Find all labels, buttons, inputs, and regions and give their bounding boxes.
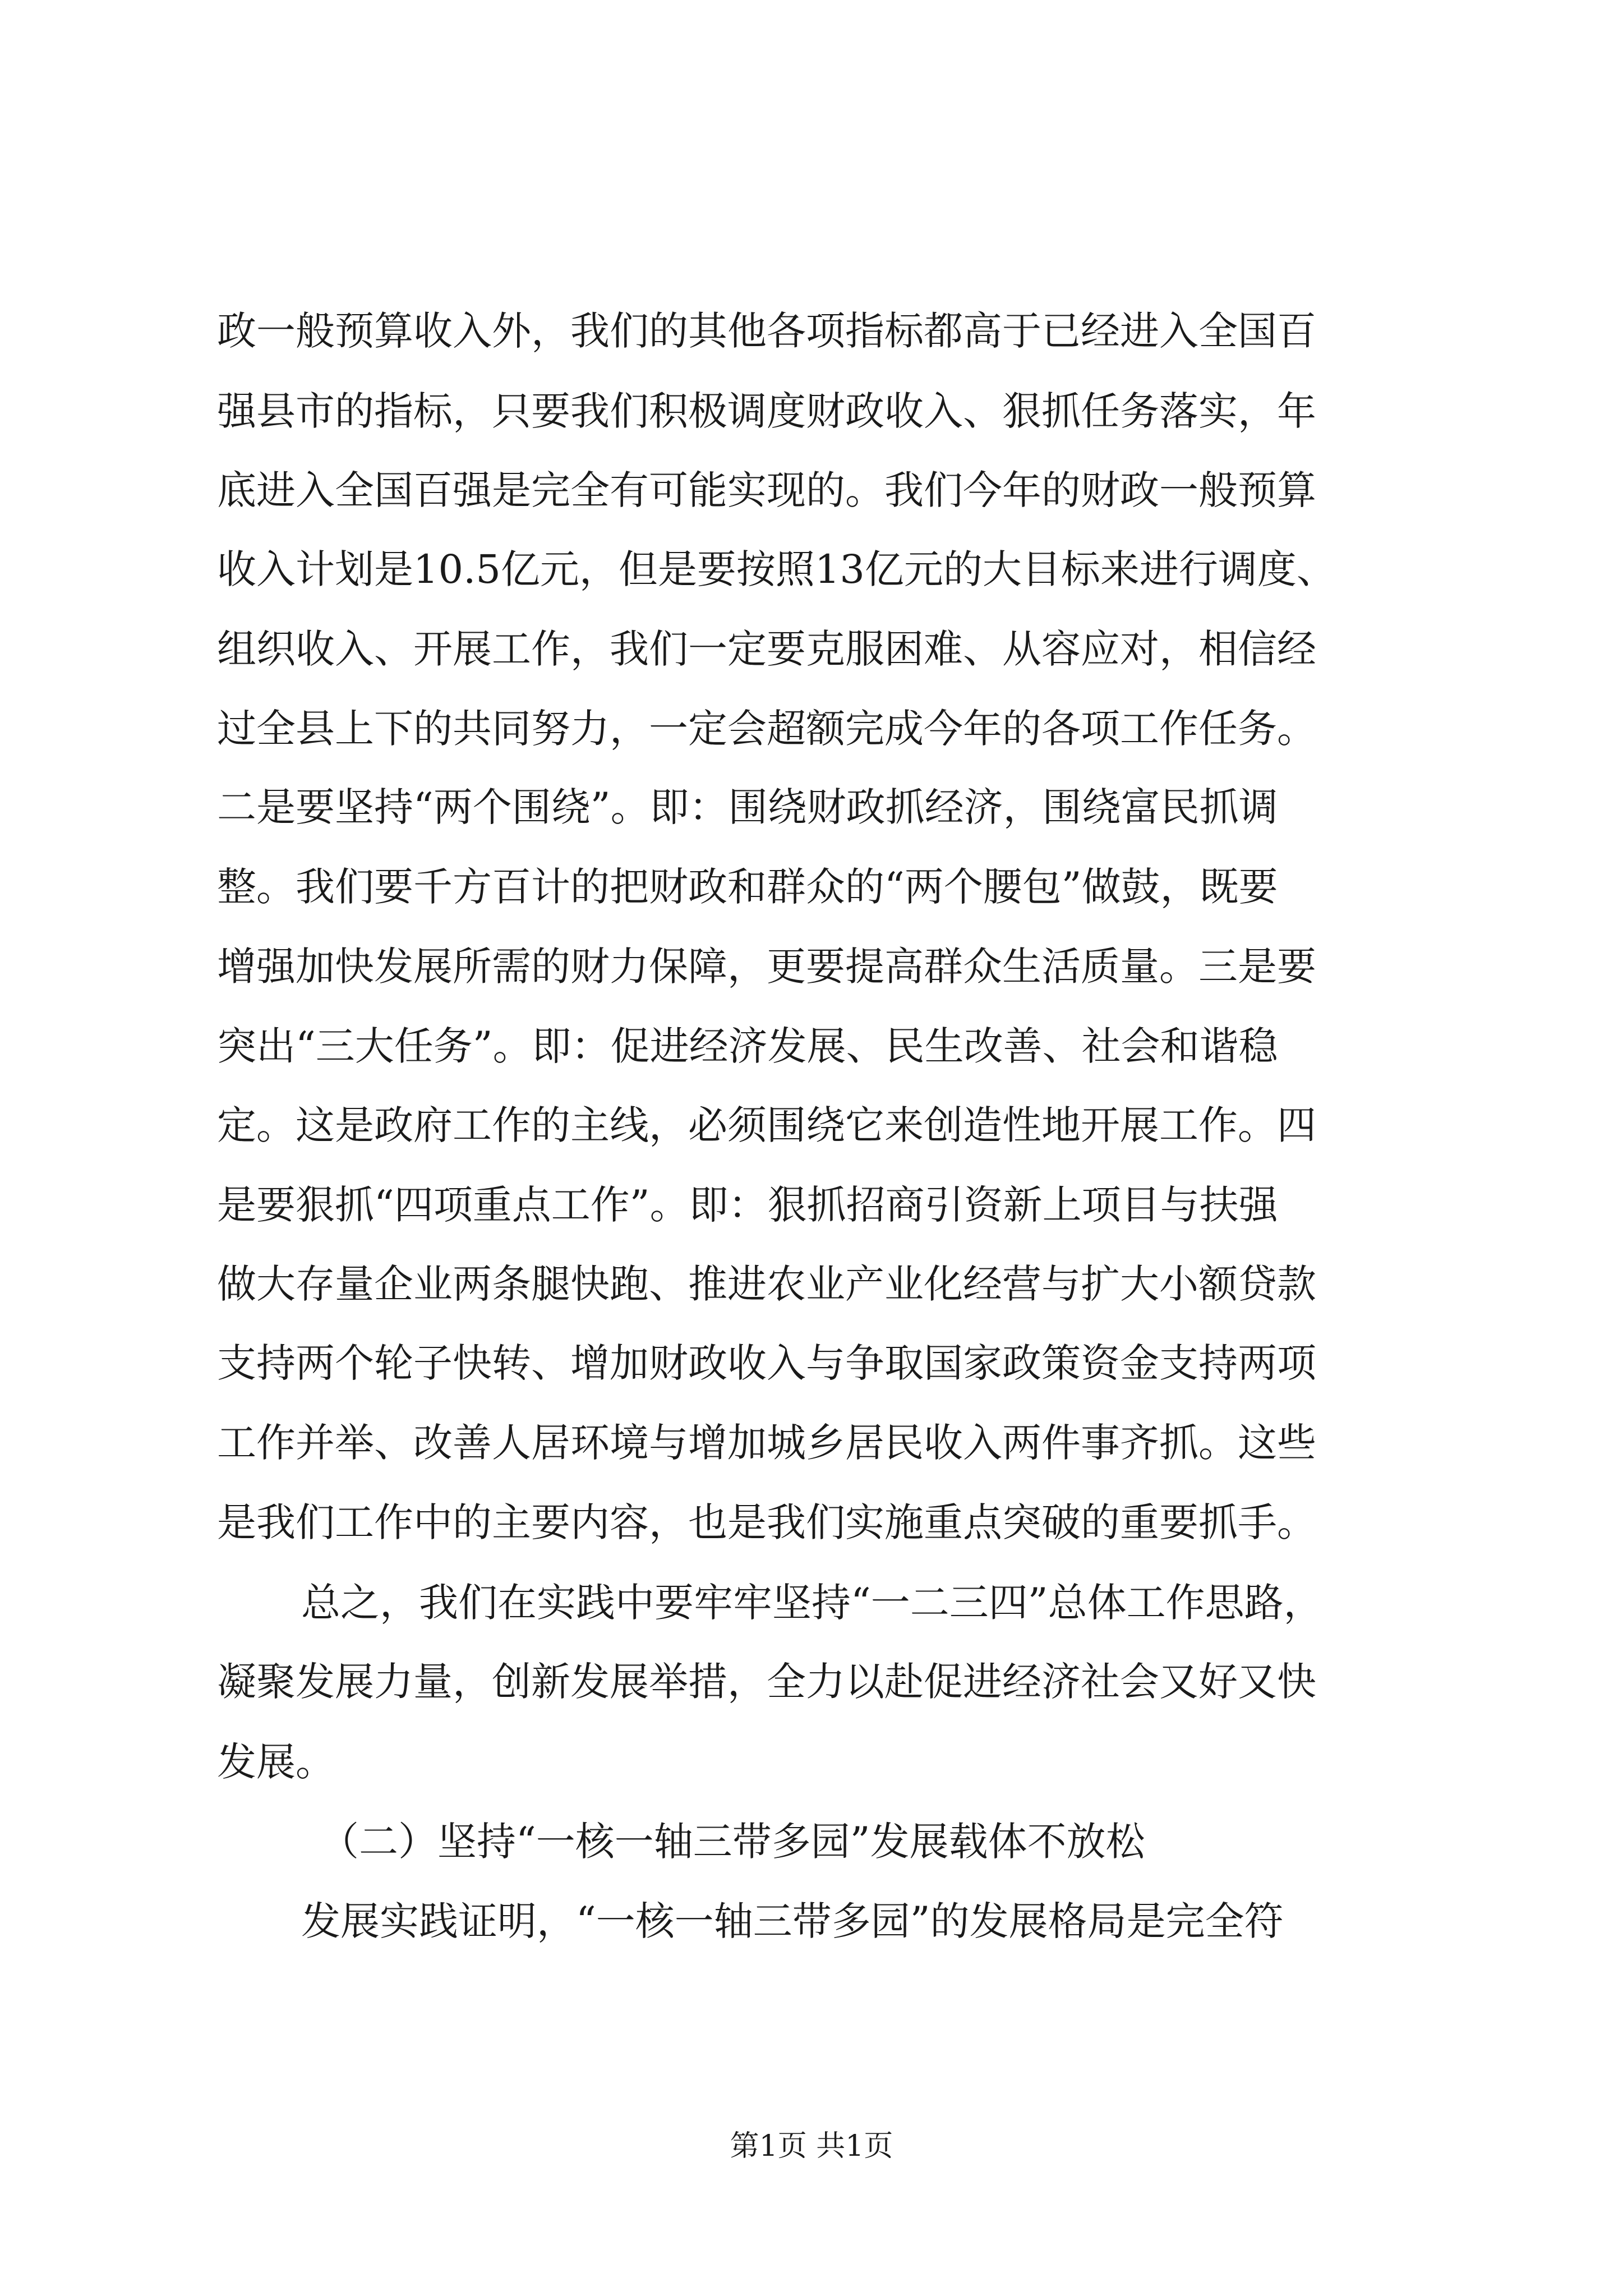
body-text-line-6: 过全县上下的共同努力，一定会超额完成今年的各项工作任务。 (217, 706, 1316, 752)
body-text-line-2: 强县市的指标，只要我们积极调度财政收入、狠抓任务落实，年 (217, 388, 1316, 434)
body-text-line-3: 底进入全国百强是完全有可能实现的。我们今年的财政一般预算 (217, 467, 1316, 513)
section-heading: （二）坚持“一核一轴三带多园”发展载体不放松 (320, 1819, 1145, 1865)
body-text-line-9: 增强加快发展所需的财力保障，更要提高群众生活质量。三是要 (217, 944, 1316, 990)
body-text-line-15: 工作并举、改善人居环境与增加城乡居民收入两件事齐抓。这些 (217, 1420, 1316, 1466)
body-text-line-11: 定。这是政府工作的主线，必须围绕它来创造性地开展工作。四 (217, 1102, 1316, 1148)
body-text-line-14: 支持两个轮子快转、增加财政收入与争取国家政策资金支持两项 (217, 1340, 1316, 1386)
page-footer: 第1页 共1页 (730, 2129, 893, 2163)
conclusion-line-1: 总之，我们在实践中要牢牢坚持“一二三四”总体工作思路， (301, 1580, 1323, 1626)
body-text-line-13: 做大存量企业两条腿快跑、推进农业产业化经营与扩大小额贷款 (217, 1261, 1316, 1307)
body-text-line-10: 突出“三大任务”。即：促进经济发展、民生改善、社会和谐稳 (217, 1023, 1278, 1069)
body-text-line-7: 二是要坚持“两个围绕”。即：围绕财政抓经济，围绕富民抓调 (217, 784, 1278, 830)
body-text-line-8: 整。我们要千方百计的把财政和群众的“两个腰包”做鼓，既要 (217, 864, 1278, 910)
body-text-line-12: 是要狠抓“四项重点工作”。即：狠抓招商引资新上项目与扶强 (217, 1182, 1278, 1228)
body-text-line-5: 组织收入、开展工作，我们一定要克服困难、从容应对，相信经 (217, 626, 1316, 672)
body-text-line-4: 收入计划是10.5亿元，但是要按照13亿元的大目标来进行调度、 (217, 546, 1336, 592)
body-text-line-1: 政一般预算收入外，我们的其他各项指标都高于已经进入全国百 (217, 308, 1316, 354)
body-text-line-16: 是我们工作中的主要内容，也是我们实施重点突破的重要抓手。 (217, 1499, 1316, 1545)
paragraph-last-line: 发展实践证明，“一核一轴三带多园”的发展格局是完全符 (301, 1898, 1284, 1944)
conclusion-line-2: 凝聚发展力量，创新发展举措，全力以赴促进经济社会又好又快 (217, 1659, 1316, 1705)
conclusion-line-3: 发展。 (217, 1739, 335, 1785)
